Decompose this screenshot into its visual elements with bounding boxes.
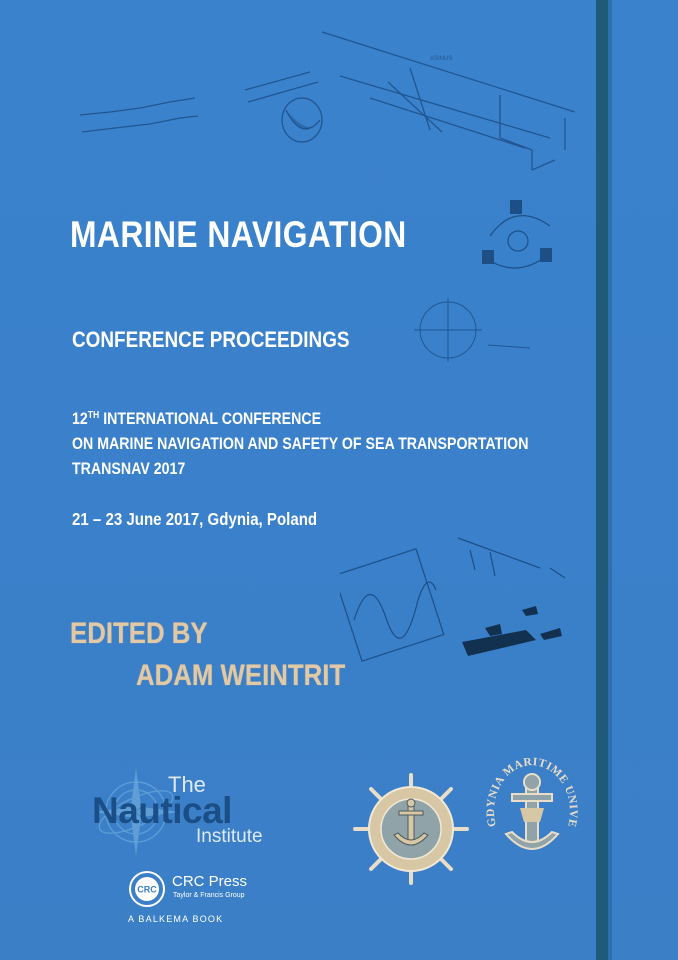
conference-dates: 21 – 23 June 2017, Gdynia, Poland [72,509,318,529]
balkema-imprint: A BALKEMA BOOK [128,914,224,924]
wave-graph-sketch [340,530,580,680]
nautical-institute-the: The [168,772,206,797]
conference-ordinal-suffix: TH [87,410,100,421]
anchor-ship-wheel-seal [352,773,470,890]
crc-press-name: CRC Press [172,873,248,890]
svg-text:ASINUS: ASINUS [430,56,453,62]
crc-badge-text: CRC [137,884,157,895]
conference-name [72,403,528,482]
conference-line-1-rest: INTERNATIONAL CONFERENCE [99,410,322,428]
nautical-institute-institute: Institute [196,826,263,847]
crew-cycle-diagram [460,196,580,286]
crc-logo-icon [128,870,166,908]
anchor-seal [482,752,582,885]
conference-ordinal: 12 [72,410,88,428]
cover-spine-shadow [608,0,612,960]
seal-university-text: GDYNIA MARITIME UNIVE [484,756,580,829]
conference-line-1 [72,403,528,432]
compass-sketch [400,290,540,370]
book-subtitle: CONFERENCE PROCEEDINGS [72,327,350,352]
navigation-sketch-top [70,20,590,200]
conference-line-2: ON MARINE NAVIGATION AND SAFETY OF SEA TRANSPORTATION [72,435,529,453]
editor-name: ADAM WEINTRIT [136,659,346,692]
conference-line-3: TRANSNAV 2017 [72,460,186,478]
edited-by-label: EDITED BY [70,617,208,650]
cover-spine-stripe [596,0,608,960]
crc-group-name: Taylor & Francis Group [173,892,245,899]
book-title: MARINE NAVIGATION [70,214,407,255]
nautical-institute-nautical: Nautical [92,790,232,831]
